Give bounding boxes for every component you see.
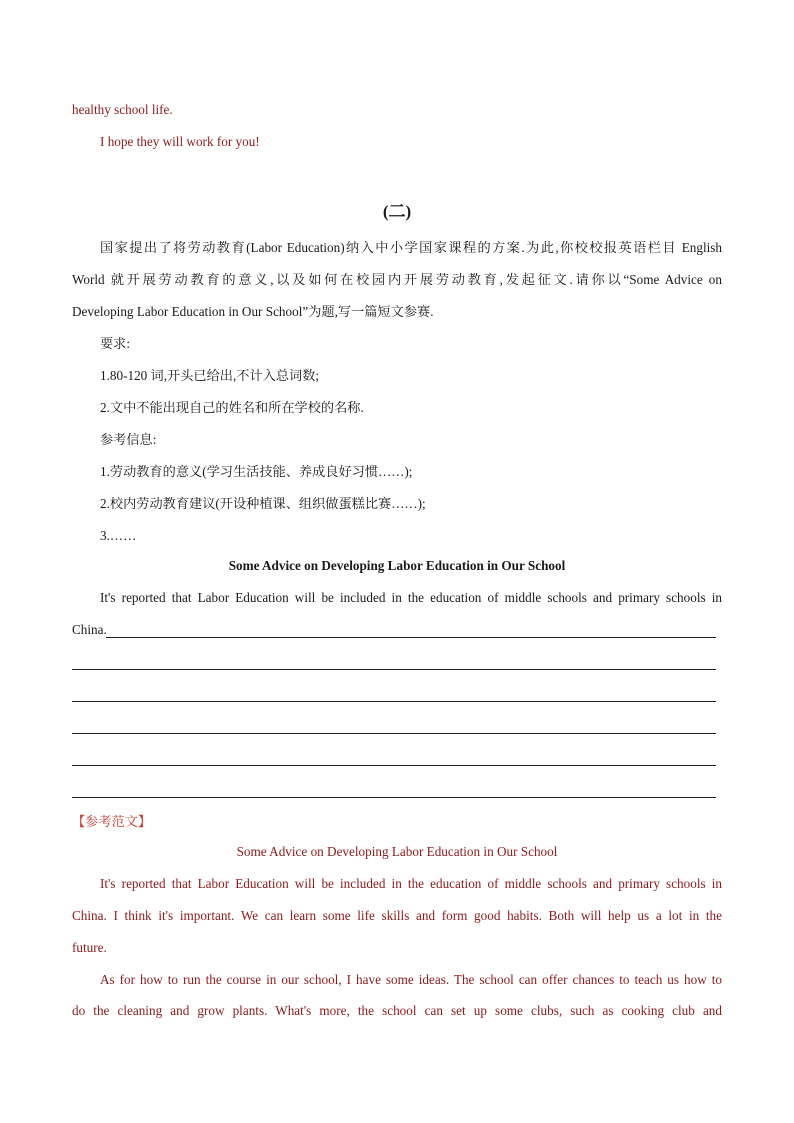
writing-line[interactable]	[72, 797, 716, 798]
writing-line[interactable]	[106, 637, 716, 638]
reference-label: 参考信息:	[100, 432, 157, 447]
requirement-1: 1.80-120 词,开头已给出,不计入总词数;	[100, 368, 320, 383]
section-number: (二)	[382, 202, 412, 221]
writing-line[interactable]	[72, 701, 716, 702]
essay-title: Some Advice on Developing Labor Education in Our School	[228, 558, 566, 573]
writing-line[interactable]	[72, 765, 716, 766]
prev-answer-line-2: I hope they will work for you!	[100, 134, 260, 149]
prev-answer-line-1: healthy school life.	[72, 102, 173, 117]
requirement-2: 2.文中不能出现自己的姓名和所在学校的名称.	[100, 400, 364, 415]
model-answer-tag: 【参考范文】	[72, 814, 152, 829]
model-p1-line-1: It's reported that Labor Education will be included in the education of middle schools and primary schools in	[100, 876, 722, 891]
prompt-line-2: World 就开展劳动教育的意义,以及如何在校园内开展劳动教育,发起征文.请你以“Some Advice on	[72, 272, 722, 287]
reference-3: 3.……	[100, 528, 137, 543]
prompt-line-1: 国家提出了将劳动教育(Labor Education)纳入中小学国家课程的方案.为此,你校校报英语栏目 English	[100, 240, 722, 255]
model-answer-title: Some Advice on Developing Labor Education in Our School	[236, 844, 558, 859]
requirements-label: 要求:	[100, 336, 131, 351]
reference-2: 2.校内劳动教育建议(开设种植课、组织做蛋糕比赛……);	[100, 496, 426, 511]
essay-start-line-2: China.	[72, 622, 107, 637]
model-p2-line-2: do the cleaning and grow plants. What's more, the school can set up some clubs, such as cooking club and	[72, 1003, 722, 1018]
model-p2-line-1: As for how to run the course in our school, I have some ideas. The school can offer chances to teach us how to	[100, 972, 722, 987]
reference-1: 1.劳动教育的意义(学习生活技能、养成良好习惯……);	[100, 464, 413, 479]
model-p1-line-2: China. I think it's important. We can learn some life skills and form good habits. Both will help us a lot in the	[72, 908, 722, 923]
model-p1-line-3: future.	[72, 940, 107, 955]
writing-line[interactable]	[72, 733, 716, 734]
essay-start-line-1: It's reported that Labor Education will be included in the education of middle schools and primary schools in	[100, 590, 722, 605]
writing-line[interactable]	[72, 669, 716, 670]
prompt-line-3: Developing Labor Education in Our School”为题,写一篇短文参赛.	[72, 304, 434, 319]
